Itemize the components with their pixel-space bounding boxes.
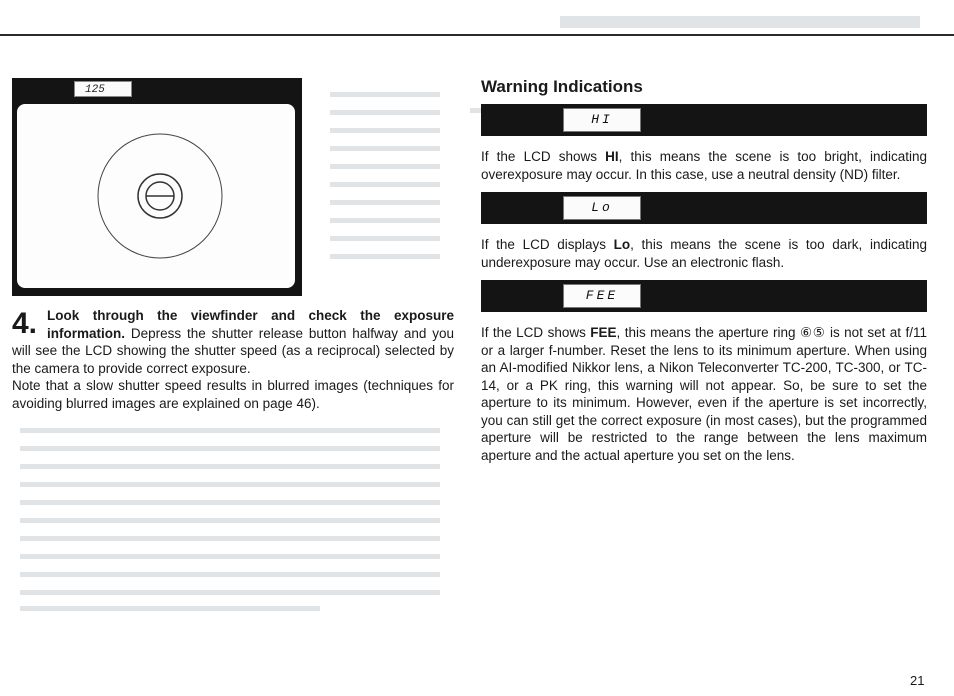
lcd-bar (481, 192, 927, 224)
text-pre: If the LCD displays (481, 237, 614, 252)
step-4-bold-lead: Look through the viewfinder and check the exposure information. (47, 308, 454, 341)
warning-indications-section (481, 74, 927, 464)
viewfinder-lcd-display: 125 (74, 81, 132, 97)
step-4-note: Note that a slow shutter speed results in blurred images (techniques for avoiding blurred images are explained on page 46). (12, 378, 454, 411)
warning-hi (481, 104, 927, 183)
step-4-paragraph (12, 307, 454, 377)
warning-lo (481, 192, 927, 271)
step-4-body: Depress the shutter release button halfway and you will see the LCD showing the shutter speed (as a reciprocal) selected by the camera to provide correct exposure. (12, 325, 454, 376)
text-post: , this means the aperture ring ⑥⑤ is not set at f/11 or a larger f-number. Reset the lens to its minimum aperture. When using an AI-modified Nikkor lens, a Nikon Teleconverter TC-200, TC-300, or TC-14, or a PK ring, this warning will not appear. So, be sure to set the aperture to its minimum. However, even if the aperture is set incorrectly, you can still get the correct exposure (in most cases), but the programmed aperture will be restricted to the range between the lens maximum aperture and the actual aperture you set on the lens. (481, 325, 928, 463)
text-post: , this means the scene is too bright, indicating overexposure may occur. In this case, use a neutral density (ND) filter. (481, 149, 928, 182)
code-hi: HI (605, 149, 619, 164)
code-fee: FEE (590, 325, 617, 340)
text-pre: If the LCD shows (481, 325, 591, 340)
lcd-readout-fee: FEE (563, 284, 641, 308)
lcd-bar (481, 280, 927, 312)
text-post: , this means the scene is too dark, indicating underexposure may occur. Use an electronic flash. (481, 237, 927, 270)
lcd-bar (481, 104, 927, 136)
warning-fee (481, 280, 927, 464)
step-4-section (12, 307, 454, 412)
section-heading: Warning Indications (481, 77, 643, 96)
code-lo: Lo (613, 237, 631, 252)
warning-hi-text (481, 148, 927, 183)
step-number: 4. (12, 307, 38, 340)
header-rule (0, 34, 954, 36)
warning-lo-text (481, 236, 927, 271)
focusing-screen-icon (17, 104, 295, 288)
warning-fee-text (481, 324, 927, 464)
viewfinder-screen (17, 104, 295, 288)
text-pre: If the LCD shows (481, 149, 606, 164)
lcd-readout-lo: Lo (563, 196, 641, 220)
viewfinder-illustration (12, 78, 302, 296)
page-number: 21 (910, 673, 925, 688)
lcd-readout-hi: HI (563, 108, 641, 132)
